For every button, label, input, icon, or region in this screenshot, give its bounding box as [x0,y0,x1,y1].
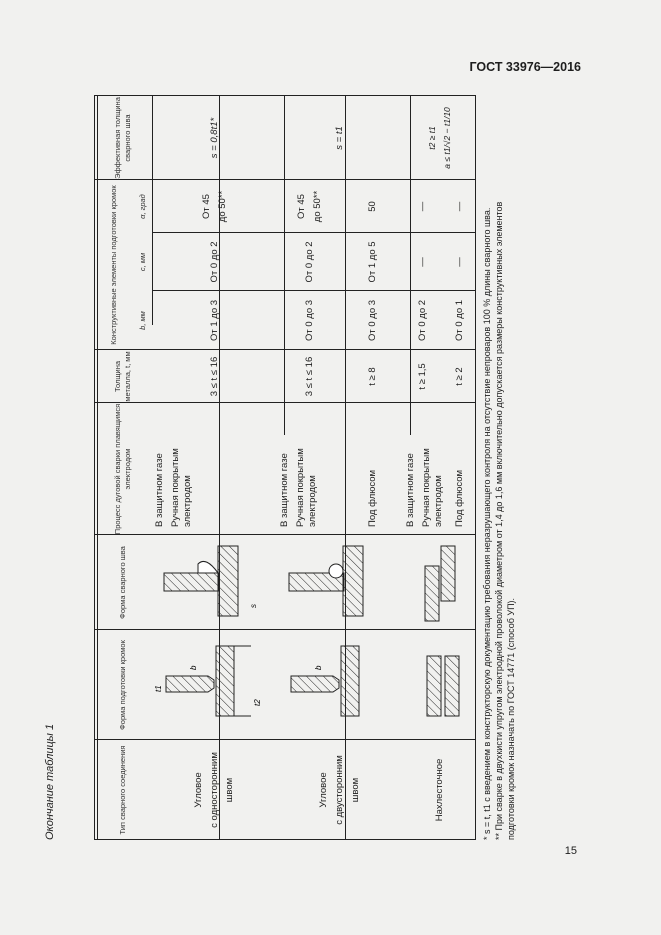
header-process: Процесс дуговой сварки плавящимся электродом [113,403,132,535]
weld-single-fillet-drawing [156,538,274,626]
row1-thickness: 3 ≤ t ≤ 16 [208,356,220,397]
note-2: ** При сварке в двухкисти упругом электродной проволокой диаметром от 1,4 до 1,6 мм включительно допускается размеры конструктивных элементов [494,201,505,840]
row4-process: В защитном газе Ручная покрытым электродом [405,448,444,527]
header-joint-type: Тип сварного соединения [118,745,128,835]
note-1: * s = t, t1 с введением в конструкторскую документацию требования неразрушающего контроля на отсутствие непроваров 100 % длины сварного шва. [482,207,492,840]
page-number: 15 [564,845,577,857]
row5-thickness: t ≥ 2 [453,367,465,386]
note-3: подготовки кромок назначать по ГОСТ 14771 (способ УП). [506,597,517,840]
row2-thickness: 3 ≤ t ≤ 16 [303,356,315,397]
row3-alpha: 50 [366,201,378,212]
row1-b: От 1 до 3 [208,299,220,342]
row2-b: От 0 до 3 [303,299,315,342]
table-caption: Окончание таблицы 1 [44,723,56,840]
header-alpha: α, град [138,194,148,219]
row2-process: В защитном газе Ручная покрытым электродом [279,448,318,527]
page-header: ГОСТ 33976—2016 [469,60,581,74]
row5-b: От 0 до 1 [453,299,465,342]
row2-joint-type: Угловое с двусторонним швом [318,755,361,825]
row3-process: Под флюсом [366,469,378,527]
row1-joint-type: Угловое с односторонним швом [192,752,236,828]
header-edge-form: Форма подготовки кромок [118,640,128,730]
row4-b: От 0 до 2 [417,299,429,342]
row2-effective: s = t1 [334,126,346,150]
svg-text:b: b [314,665,323,670]
row4-joint-type: Нахлесточное [433,758,445,822]
edge-prep-single-fillet-drawing [156,634,274,736]
row4-effective: t2 ≥ t1 a ≤ t1/√2 − t1/10 [426,107,452,169]
row1-effective: s = 0,8t1* [208,117,220,159]
weld-double-fillet-drawing [281,538,399,626]
row2-c: От 0 до 2 [303,241,315,283]
row3-thickness: t ≥ 8 [366,367,378,386]
row1-alpha: От 45 до 50** [200,190,228,223]
row4-alpha: — [417,201,429,212]
table [94,95,476,840]
rotated-table-frame [44,95,564,840]
svg-text:t1: t1 [154,685,163,692]
row3-b: От 0 до 3 [366,299,378,342]
header-c: c, мм [138,252,148,272]
row2-alpha: От 45 до 50** [295,190,323,223]
edge-prep-lap-drawing [407,634,473,736]
row5-c: — [453,257,465,267]
header-b: b, мм [138,311,148,330]
svg-text:b: b [189,665,198,670]
row4-c: — [417,257,429,267]
header-thickness: Толщина металла, t, мм [113,351,132,402]
header-effective: Эффективная толщина сварного шва [113,97,132,179]
table-notes [481,95,517,840]
svg-text:t2: t2 [253,699,262,706]
svg-text:s: s [249,604,258,608]
row1-c: От 0 до 2 [208,241,220,283]
row5-alpha: — [453,201,465,212]
weld-lap-drawing [407,538,473,626]
edge-prep-double-fillet-drawing [281,634,399,736]
header-elements-group: Конструктивные элементы подготовки кромок [109,185,119,345]
row4-thickness: t ≥ 1,5 [417,363,429,390]
row5-process: Под флюсом [453,469,465,527]
header-weld-form: Форма сварного шва [118,546,128,619]
row3-c: От 1 до 5 [366,241,378,283]
row1-process: В защитном газе Ручная покрытым электродом [154,448,193,527]
